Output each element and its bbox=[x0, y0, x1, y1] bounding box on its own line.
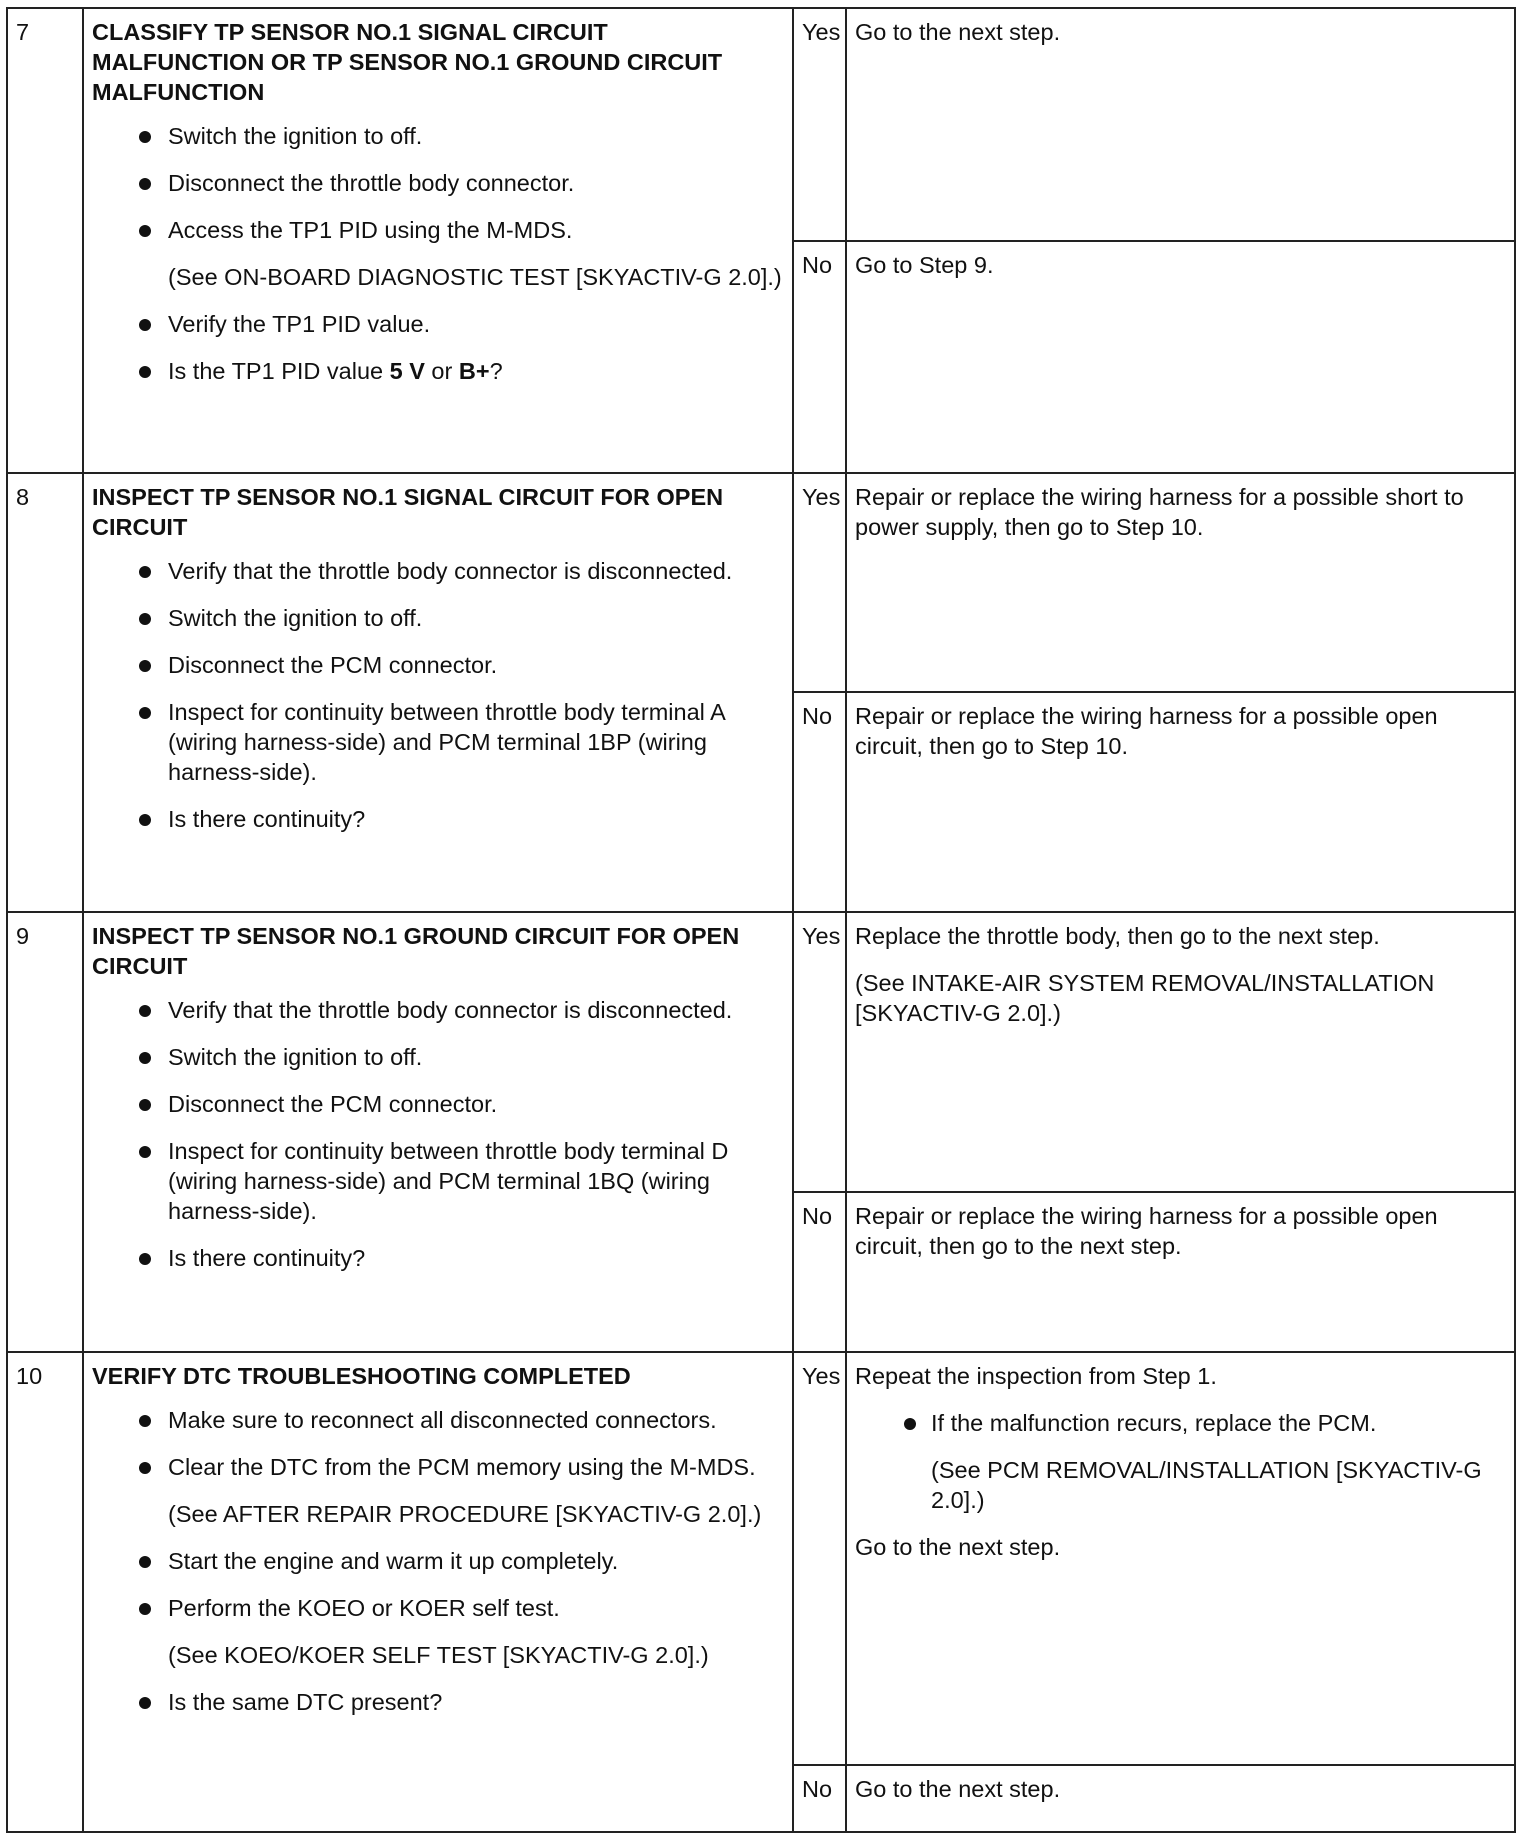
question-value-5v: 5 V bbox=[389, 358, 425, 384]
yes-result bbox=[846, 473, 1515, 692]
reference-note: (See AFTER REPAIR PROCEDURE [SKYACTIV-G 2.0].) bbox=[168, 1501, 762, 1527]
step-number: 10 bbox=[7, 1352, 83, 1832]
result-text: Repair or replace the wiring harness for a possible short to power supply, then go to Step 10. bbox=[855, 484, 1464, 540]
result-text: Repair or replace the wiring harness for a possible open circuit, then go to Step 10. bbox=[855, 703, 1438, 759]
step-10-yes-row bbox=[7, 1352, 1515, 1765]
step-procedure bbox=[83, 912, 793, 1352]
no-label: No bbox=[793, 1765, 846, 1832]
question-text: Is the TP1 PID value bbox=[168, 358, 390, 384]
step-procedure bbox=[83, 1352, 793, 1832]
diagnostic-steps-table bbox=[6, 7, 1516, 1833]
result-items bbox=[855, 1408, 1508, 1515]
step-question: Is there continuity? bbox=[92, 1243, 786, 1273]
list-item: Perform the KOEO or KOER self test. bbox=[92, 1593, 786, 1623]
yes-label: Yes bbox=[793, 8, 846, 241]
step-title: INSPECT TP SENSOR NO.1 GROUND CIRCUIT FOR OPEN CIRCUIT bbox=[92, 923, 740, 979]
yes-result bbox=[846, 912, 1515, 1192]
yes-result bbox=[846, 8, 1515, 241]
step-number: 7 bbox=[7, 8, 83, 473]
step-items bbox=[92, 556, 786, 834]
no-result bbox=[846, 1192, 1515, 1352]
question-value-bplus: B+ bbox=[458, 358, 490, 384]
question-text: or bbox=[424, 358, 459, 384]
list-item: Verify that the throttle body connector is disconnected. bbox=[92, 995, 786, 1025]
troubleshooting-document bbox=[6, 7, 1514, 1831]
step-number: 8 bbox=[7, 473, 83, 912]
list-item: Inspect for continuity between throttle body terminal A (wiring harness-side) and PCM terminal 1BP (wiring harness-side). bbox=[92, 697, 786, 787]
no-label: No bbox=[793, 1192, 846, 1352]
list-item: Access the TP1 PID using the M-MDS. bbox=[92, 215, 786, 245]
step-items bbox=[92, 121, 786, 386]
yes-label: Yes bbox=[793, 912, 846, 1192]
list-item: Start the engine and warm it up completely. bbox=[92, 1546, 786, 1576]
question-text: ? bbox=[489, 358, 503, 384]
list-item: If the malfunction recurs, replace the PCM. bbox=[855, 1408, 1508, 1438]
no-label: No bbox=[793, 241, 846, 473]
step-procedure bbox=[83, 8, 793, 473]
step-items bbox=[92, 1405, 786, 1717]
yes-label: Yes bbox=[793, 473, 846, 692]
step-number: 9 bbox=[7, 912, 83, 1352]
reference-note: (See ON-BOARD DIAGNOSTIC TEST [SKYACTIV-G 2.0].) bbox=[168, 264, 782, 290]
result-text: Repeat the inspection from Step 1. bbox=[855, 1363, 1217, 1389]
list-item: Switch the ignition to off. bbox=[92, 1042, 786, 1072]
list-item: Disconnect the PCM connector. bbox=[92, 650, 786, 680]
list-item: Clear the DTC from the PCM memory using the M-MDS. bbox=[92, 1452, 786, 1482]
reference-note: (See INTAKE-AIR SYSTEM REMOVAL/INSTALLATION [SKYACTIV-G 2.0].) bbox=[855, 970, 1435, 1026]
list-item: Disconnect the throttle body connector. bbox=[92, 168, 786, 198]
result-text: Go to the next step. bbox=[855, 1534, 1061, 1560]
result-text: Go to the next step. bbox=[855, 19, 1061, 45]
no-result bbox=[846, 692, 1515, 912]
no-result bbox=[846, 241, 1515, 473]
list-item: Make sure to reconnect all disconnected connectors. bbox=[92, 1405, 786, 1435]
step-question bbox=[92, 356, 786, 386]
no-label: No bbox=[793, 692, 846, 912]
result-text: Go to Step 9. bbox=[855, 252, 994, 278]
step-7-yes-row bbox=[7, 8, 1515, 241]
step-title: CLASSIFY TP SENSOR NO.1 SIGNAL CIRCUIT MALFUNCTION OR TP SENSOR NO.1 GROUND CIRCUIT MALFUNCTION bbox=[92, 19, 723, 105]
yes-label: Yes bbox=[793, 1352, 846, 1765]
step-question: Is the same DTC present? bbox=[92, 1687, 786, 1717]
list-item: Verify the TP1 PID value. bbox=[92, 309, 786, 339]
step-procedure bbox=[83, 473, 793, 912]
no-result bbox=[846, 1765, 1515, 1832]
result-text: Go to the next step. bbox=[855, 1776, 1061, 1802]
result-text: Replace the throttle body, then go to the next step. bbox=[855, 923, 1380, 949]
result-text: Repair or replace the wiring harness for a possible open circuit, then go to the next step. bbox=[855, 1203, 1438, 1259]
step-question: Is there continuity? bbox=[92, 804, 786, 834]
reference-note: (See PCM REMOVAL/INSTALLATION [SKYACTIV-G 2.0].) bbox=[931, 1457, 1482, 1513]
list-item: Inspect for continuity between throttle body terminal D (wiring harness-side) and PCM terminal 1BQ (wiring harness-side). bbox=[92, 1136, 786, 1226]
step-8-yes-row bbox=[7, 473, 1515, 692]
yes-result bbox=[846, 1352, 1515, 1765]
list-item: Verify that the throttle body connector is disconnected. bbox=[92, 556, 786, 586]
reference-note: (See KOEO/KOER SELF TEST [SKYACTIV-G 2.0].) bbox=[168, 1642, 709, 1668]
list-item: Switch the ignition to off. bbox=[92, 121, 786, 151]
list-item: Disconnect the PCM connector. bbox=[92, 1089, 786, 1119]
step-title: VERIFY DTC TROUBLESHOOTING COMPLETED bbox=[92, 1363, 631, 1389]
step-title: INSPECT TP SENSOR NO.1 SIGNAL CIRCUIT FOR OPEN CIRCUIT bbox=[92, 484, 724, 540]
step-items bbox=[92, 995, 786, 1273]
step-9-yes-row bbox=[7, 912, 1515, 1192]
list-item: Switch the ignition to off. bbox=[92, 603, 786, 633]
